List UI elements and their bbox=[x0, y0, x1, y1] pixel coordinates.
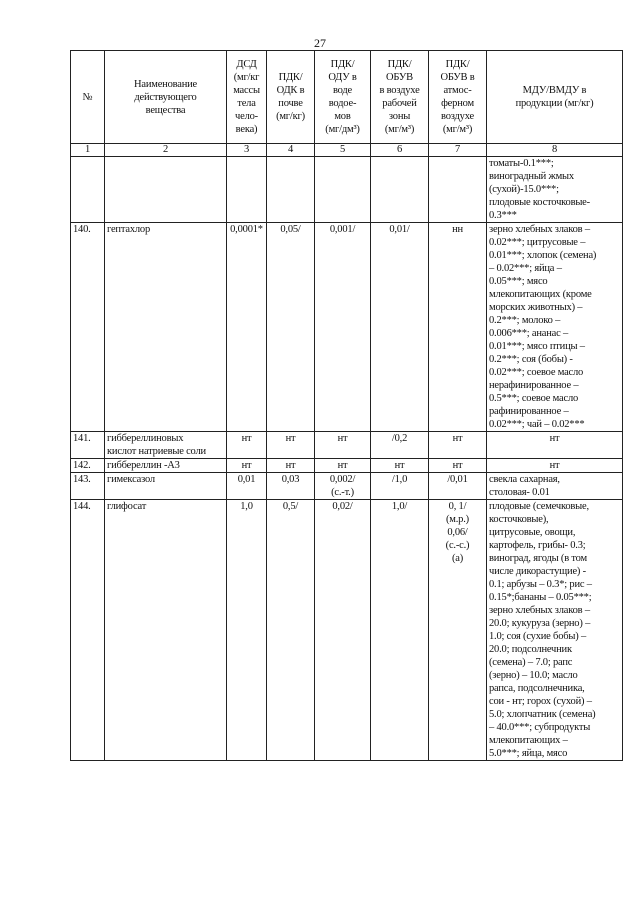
atm-air-value: нт bbox=[429, 432, 487, 459]
header-cell-dsd: ДСД (мг/кг массы тела чело- века) bbox=[227, 51, 267, 144]
header-cell-water: ПДК/ ОДУ в воде водое- мов (мг/дм³) bbox=[315, 51, 371, 144]
soil-value bbox=[267, 157, 315, 223]
soil-value: 0,03 bbox=[267, 473, 315, 500]
table-row bbox=[71, 459, 623, 473]
dsd-value: 1,0 bbox=[227, 500, 267, 761]
soil-value: 0,05/ bbox=[267, 223, 315, 432]
table-row bbox=[71, 432, 623, 459]
substance-name: гимексазол bbox=[105, 473, 227, 500]
substance-name: гептахлор bbox=[105, 223, 227, 432]
table-row bbox=[71, 500, 623, 761]
water-value: 0,002/ (с.-т.) bbox=[315, 473, 371, 500]
header-cell-work-air: ПДК/ ОБУВ в воздухе рабочей зоны (мг/м³) bbox=[371, 51, 429, 144]
water-value bbox=[315, 157, 371, 223]
work-air-value: 0,01/ bbox=[371, 223, 429, 432]
atm-air-value bbox=[429, 157, 487, 223]
row-number bbox=[71, 157, 105, 223]
atm-air-value: нт bbox=[429, 459, 487, 473]
column-number: 7 bbox=[429, 144, 487, 157]
table-row bbox=[71, 223, 623, 432]
column-number: 8 bbox=[487, 144, 623, 157]
column-number-row bbox=[71, 144, 623, 157]
product-limits: нт bbox=[487, 459, 623, 473]
pesticide-table bbox=[70, 50, 623, 761]
column-number: 2 bbox=[105, 144, 227, 157]
row-number: 142. bbox=[71, 459, 105, 473]
column-number: 6 bbox=[371, 144, 429, 157]
work-air-value: нт bbox=[371, 459, 429, 473]
table-row bbox=[71, 473, 623, 500]
product-limits: нт bbox=[487, 432, 623, 459]
atm-air-value: нн bbox=[429, 223, 487, 432]
water-value: нт bbox=[315, 432, 371, 459]
page-number: 27 bbox=[314, 36, 326, 50]
header-cell-soil: ПДК/ ОДК в почве (мг/кг) bbox=[267, 51, 315, 144]
atm-air-value: /0,01 bbox=[429, 473, 487, 500]
row-number: 140. bbox=[71, 223, 105, 432]
water-value: 0,02/ bbox=[315, 500, 371, 761]
work-air-value: /1,0 bbox=[371, 473, 429, 500]
column-number: 3 bbox=[227, 144, 267, 157]
column-number: 5 bbox=[315, 144, 371, 157]
product-limits: плодовые (семечковые, косточковые), цитрусовые, овощи, картофель, грибы- 0.3; виноград, ягоды (в том числе дикорастущие) - 0.1; арбузы – 0.3*; рис – 0.15*;бананы – 0.05***; зерно хлебных злаков – 20.0; кукуруза (зерно) – 1.0; соя (сухие бобы) – 20.0; подсолнечник (семена) – 7.0; рапс (зерно) – 10.0; масло рапса, подсолнечника, сои - нт; горох (сухой) – 5.0; хлопчатник (семена) – 40.0***; субпродукты млекопитающих – 5.0***; яйца, мясо bbox=[487, 500, 623, 761]
soil-value: 0,5/ bbox=[267, 500, 315, 761]
column-number: 4 bbox=[267, 144, 315, 157]
dsd-value bbox=[227, 157, 267, 223]
atm-air-value: 0, 1/ (м.р.) 0,06/ (с.-с.) (а) bbox=[429, 500, 487, 761]
row-number: 143. bbox=[71, 473, 105, 500]
substance-name: глифосат bbox=[105, 500, 227, 761]
header-cell-name: Наименование действующего вещества bbox=[105, 51, 227, 144]
column-number: 1 bbox=[71, 144, 105, 157]
soil-value: нт bbox=[267, 459, 315, 473]
water-value: нт bbox=[315, 459, 371, 473]
dsd-value: 0,0001* bbox=[227, 223, 267, 432]
substance-name: гиббереллиновых кислот натриевые соли bbox=[105, 432, 227, 459]
product-limits: томаты-0.1***; виноградный жмых (сухой)-15.0***; плодовые косточковые- 0.3*** bbox=[487, 157, 623, 223]
product-limits: зерно хлебных злаков – 0.02***; цитрусовые – 0.01***; хлопок (семена) – 0.02***; яйца – 0.05***; мясо млекопитающих (кроме морских животных) – 0.2***; молоко – 0.006***; ананас – 0.01***; мясо птицы – 0.2***; соя (бобы) - 0.02***; соевое масло нерафинированное – 0.5***; соевое масло рафинированное – 0.02***; чай – 0.02*** bbox=[487, 223, 623, 432]
work-air-value bbox=[371, 157, 429, 223]
work-air-value: 1,0/ bbox=[371, 500, 429, 761]
table-row bbox=[71, 157, 623, 223]
substance-name: гиббереллин -А3 bbox=[105, 459, 227, 473]
product-limits: свекла сахарная, столовая- 0.01 bbox=[487, 473, 623, 500]
dsd-value: 0,01 bbox=[227, 473, 267, 500]
dsd-value: нт bbox=[227, 459, 267, 473]
header-cell-num: № bbox=[71, 51, 105, 144]
dsd-value: нт bbox=[227, 432, 267, 459]
substance-name bbox=[105, 157, 227, 223]
header-row bbox=[71, 51, 623, 144]
header-cell-atm-air: ПДК/ ОБУВ в атмос- ферном воздухе (мг/м³) bbox=[429, 51, 487, 144]
header-cell-product: МДУ/ВМДУ в продукции (мг/кг) bbox=[487, 51, 623, 144]
water-value: 0,001/ bbox=[315, 223, 371, 432]
row-number: 144. bbox=[71, 500, 105, 761]
work-air-value: /0,2 bbox=[371, 432, 429, 459]
soil-value: нт bbox=[267, 432, 315, 459]
row-number: 141. bbox=[71, 432, 105, 459]
